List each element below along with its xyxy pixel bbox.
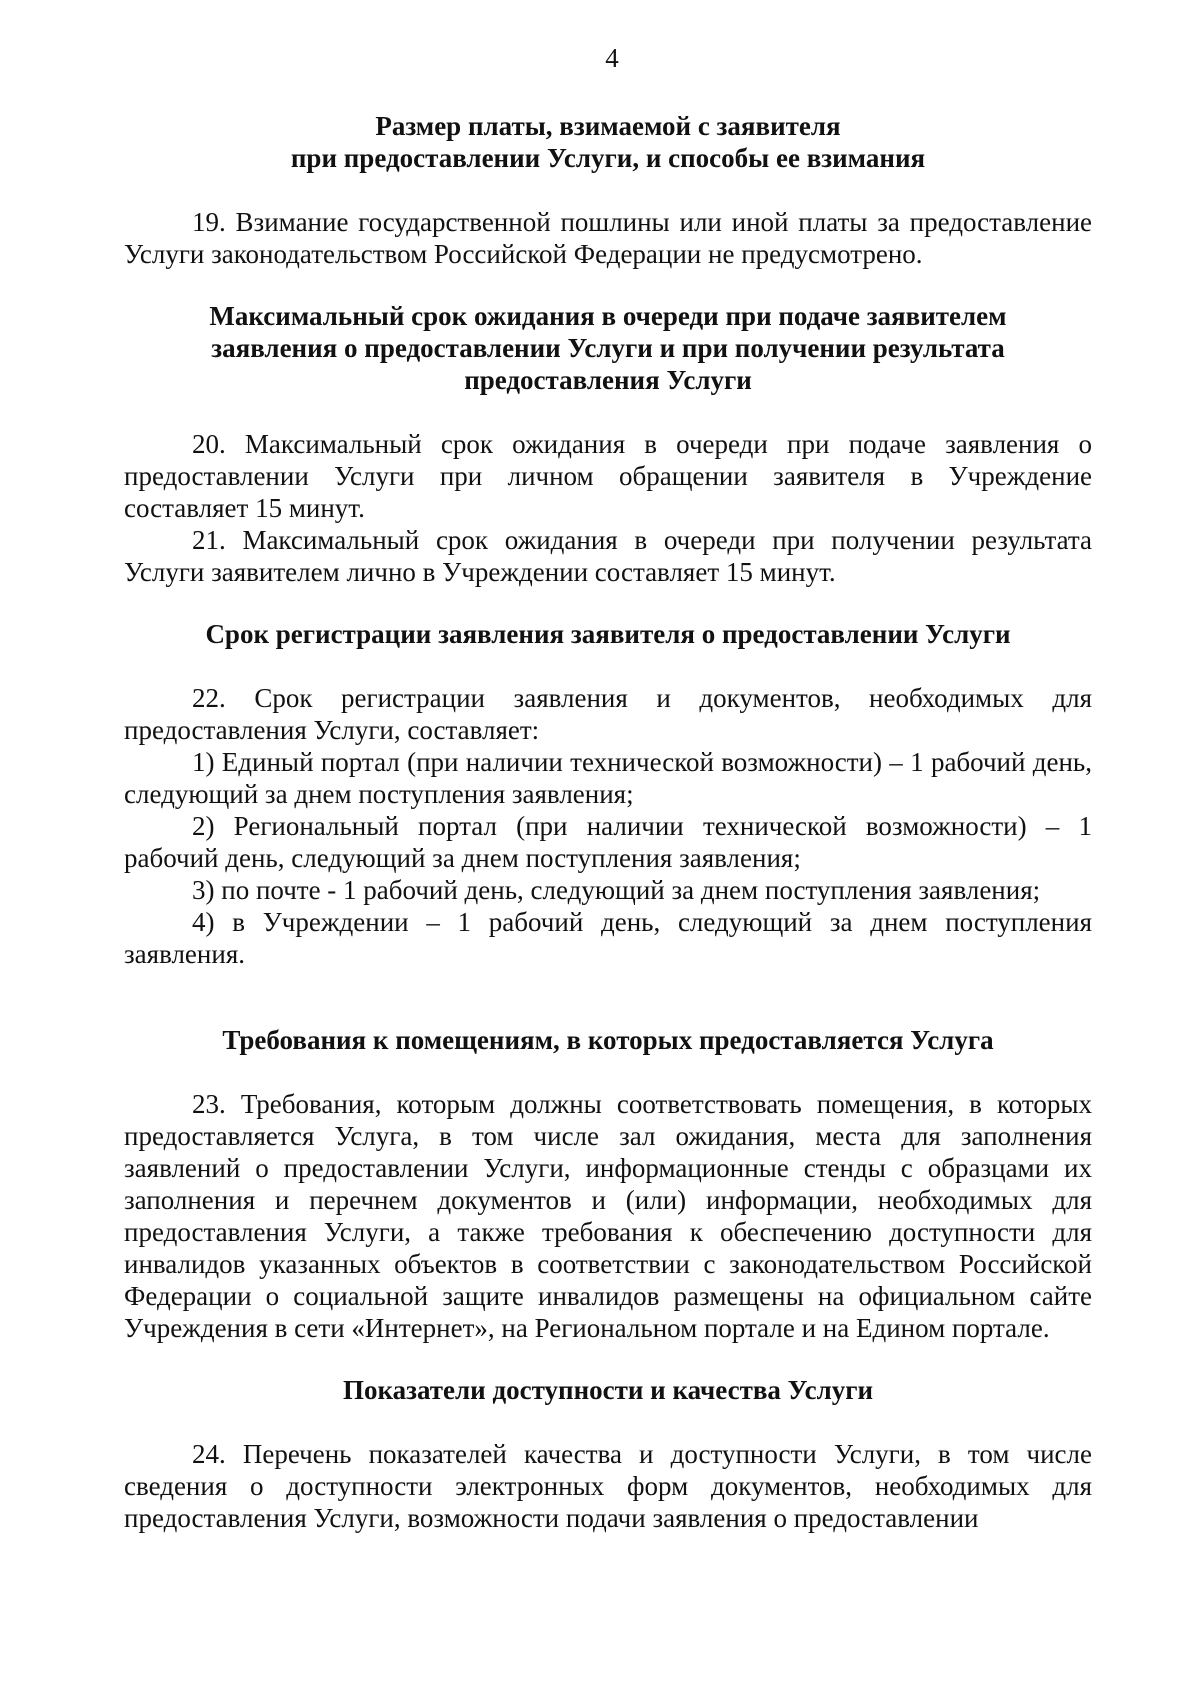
section-heading-line: заявления о предоставлении Услуги и при получении результата (211, 333, 1005, 363)
list-item-3: 3) по почте - 1 рабочий день, следующий за днем поступления заявления; (192, 875, 1041, 905)
section-accessibility-indicators (124, 1374, 1092, 1534)
section-heading-line: Требования к помещениям, в которых предоставляется Услуга (222, 1025, 994, 1055)
paragraph-22: 22. Срок регистрации заявления и документов, необходимых для предоставления Услуги, составляет: (124, 683, 1092, 745)
document-page (124, 40, 1092, 1534)
section-queue-time (124, 300, 1092, 588)
section-heading-line: Размер платы, взимаемой с заявителя (375, 111, 841, 141)
list-item-1: 1) Единый портал (при наличии технической возможности) – 1 рабочий день, следующий за днем поступления заявления; (124, 747, 1092, 809)
page-number: 4 (605, 43, 619, 73)
section-premises-requirements (124, 1024, 1092, 1344)
paragraph-20: 20. Максимальный срок ожидания в очереди при подаче заявления о предоставлении Услуги при личном обращении заявителя в Учреждение составляет 15 минут. (124, 429, 1092, 523)
list-item-4: 4) в Учреждении – 1 рабочий день, следующий за днем поступления заявления. (124, 907, 1092, 969)
section-registration-term (124, 618, 1092, 970)
section-heading-line: при предоставлении Услуги, и способы ее взимания (290, 143, 926, 173)
section-heading-line: Показатели доступности и качества Услуги (342, 1375, 874, 1405)
section-fee (124, 110, 1092, 270)
paragraph-19: 19. Взимание государственной пошлины или иной платы за предоставление Услуги законодательством Российской Федерации не предусмотрено. (124, 207, 1092, 269)
paragraph-24: 24. Перечень показателей качества и доступности Услуги, в том числе сведения о доступности электронных форм документов, необходимых для предоставления Услуги, возможности подачи заявления о предоставлении (124, 1439, 1092, 1533)
section-heading-line: Максимальный срок ожидания в очереди при подаче заявителем (209, 301, 1007, 331)
section-heading-line: Срок регистрации заявления заявителя о предоставлении Услуги (205, 619, 1011, 649)
section-heading-line: предоставления Услуги (464, 365, 752, 395)
list-item-2: 2) Региональный портал (при наличии технической возможности) – 1 рабочий день, следующий за днем поступления заявления; (124, 811, 1092, 873)
paragraph-23: 23. Требования, которым должны соответствовать помещения, в которых предоставляется Услуга, в том числе зал ожидания, места для заполнения заявлений о предоставлении Услуги, информационные стенды с образцами их заполнения и перечнем документов и (или) информации, необходимых для предоставления Услуги, а также требования к обеспечению доступности для инвалидов указанных объектов в соответствии с законодательством Российской Федерации о социальной защите инвалидов размещены на официальном сайте Учреждения в сети «Интернет», на Региональном портале и на Едином портале. (124, 1089, 1092, 1343)
paragraph-21: 21. Максимальный срок ожидания в очереди при получении результата Услуги заявителем лично в Учреждении составляет 15 минут. (124, 525, 1092, 587)
